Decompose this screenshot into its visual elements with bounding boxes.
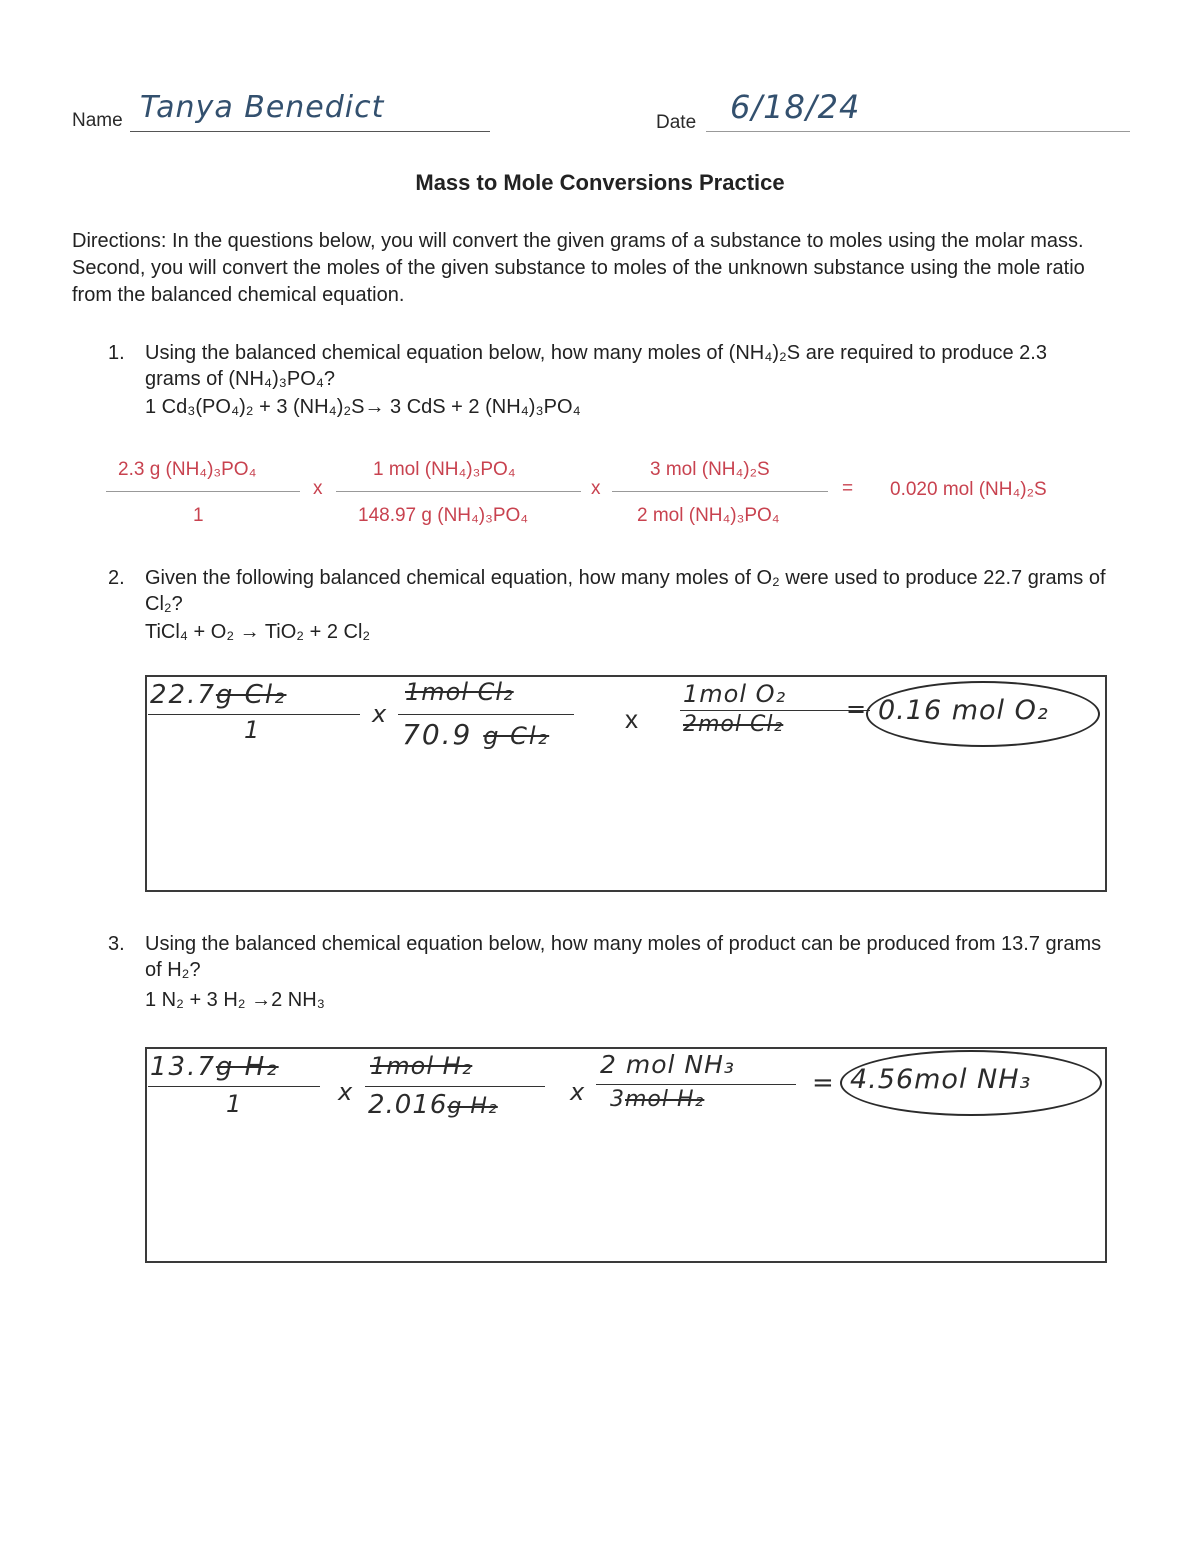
date-line: [706, 131, 1130, 132]
q1-ex-line2: [336, 491, 581, 492]
q2-work-times1: x: [372, 700, 388, 728]
q1-ex-den2: 148.97 g (NH₄)₃PO₄: [358, 505, 529, 526]
q1-ex-line3: [612, 491, 828, 492]
q1-ex-num3: 3 mol (NH₄)₂S: [650, 459, 770, 480]
q1-ex-num2: 1 mol (NH₄)₃PO₄: [373, 459, 516, 480]
q3-work-times1: x: [338, 1078, 354, 1106]
q2-work-equals: =: [846, 695, 868, 723]
q2-result: 0.16 mol O₂: [878, 695, 1049, 726]
q1-ex-den3: 2 mol (NH₄)₃PO₄: [637, 505, 780, 526]
q2-work-times2: x: [625, 704, 638, 734]
q1-ex-equals: =: [842, 478, 854, 499]
q1-ex-result: 0.020 mol (NH₄)₂S: [890, 479, 1047, 500]
date-value: 6/18/24: [730, 88, 861, 126]
q3-work-line1: [148, 1086, 320, 1087]
q1-text: Using the balanced chemical equation below, how many moles of (NH₄)₂S are required to produce 2.3 grams of (NH₄)₃PO₄?: [145, 342, 1047, 390]
q2-text: Given the following balanced chemical equation, how many moles of O₂ were used to produce 22.7 grams of Cl₂?: [145, 567, 1106, 615]
q1-number: 1.: [108, 342, 125, 364]
directions: Directions: In the questions below, you will convert the given grams of a substance to moles using the molar mass. Second, you will convert the moles of the given substance to moles of the unknown substance using the mole ratio from the balanced chemical equation.: [72, 230, 1085, 306]
date-label: Date: [656, 112, 697, 133]
q1-ex-times2: x: [591, 478, 601, 499]
name-label: Name: [72, 110, 123, 131]
q3-work-line2: [365, 1086, 545, 1087]
q3-text: Using the balanced chemical equation below, how many moles of product can be produced from 13.7 grams of H₂?: [145, 933, 1102, 981]
q2-work-den3: 2mol Cl₂: [683, 712, 784, 737]
name-value: Tanya Benedict: [140, 90, 385, 125]
q1-equation: 1 Cd₃(PO₄)₂ + 3 (NH₄)₂S→ 3 CdS + 2 (NH₄)₃PO₄: [145, 396, 581, 418]
q1-ex-den1: 1: [193, 505, 204, 526]
q3-work-num1: 13.7g H₂: [150, 1052, 279, 1082]
q3-result: 4.56mol NH₃: [850, 1064, 1032, 1095]
q3-work-num2: 1mol H₂: [370, 1052, 473, 1080]
q2-work-line2: [398, 714, 574, 715]
q2-work-den2: 70.9 g Cl₂: [402, 718, 550, 751]
q2-number: 2.: [108, 567, 125, 589]
name-line: [130, 131, 490, 132]
q1-ex-line1: [106, 491, 300, 492]
q3-work-equals: =: [812, 1068, 835, 1098]
page-title: Mass to Mole Conversions Practice: [415, 170, 785, 195]
q2-work-den1: 1: [244, 716, 261, 744]
q3-number: 3.: [108, 933, 125, 955]
q1-ex-times1: x: [313, 478, 323, 499]
q1-ex-num1: 2.3 g (NH₄)₃PO₄: [118, 459, 257, 480]
q3-equation: 1 N₂ + 3 H₂ →2 NH₃: [145, 989, 325, 1011]
q3-work-den2: 2.016g H₂: [368, 1090, 498, 1120]
q2-equation: TiCl₄ + O₂ → TiO₂ + 2 Cl₂: [145, 621, 371, 643]
q3-work-den1: 1: [226, 1090, 243, 1118]
q3-work-line3: [596, 1084, 796, 1085]
q2-work-line1: [148, 714, 360, 715]
q3-work-num3: 2 mol NH₃: [600, 1050, 735, 1079]
q3-work-times2: x: [570, 1078, 586, 1106]
q2-work-num1: 22.7g Cl₂: [150, 680, 287, 710]
q2-work-num3: 1mol O₂: [683, 680, 787, 708]
q3-work-den3: 3mol H₂: [610, 1087, 705, 1112]
q2-work-num2: 1mol Cl₂: [405, 678, 514, 706]
q2-work-line3: [680, 710, 870, 711]
